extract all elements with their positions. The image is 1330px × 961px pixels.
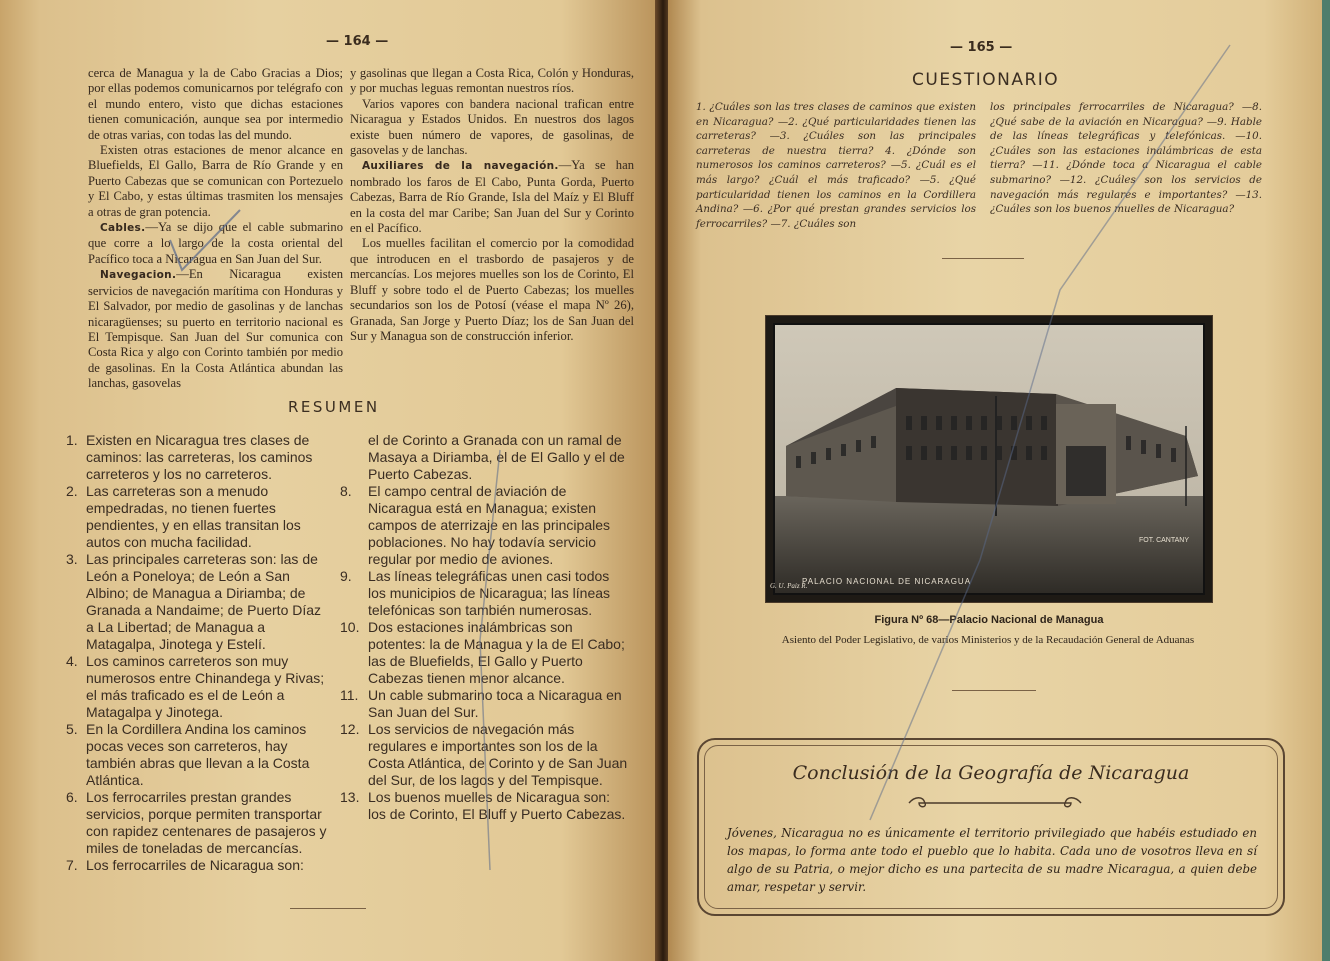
resumen-item: 4. Los caminos carreteros son muy numerosos entre Chinandega y Rivas; el más traficado es el de León a Matagalpa y Jinotega. <box>66 653 325 720</box>
paragraph: Navegacion.—En Nicaragua existen servicios de navegación marítima con Honduras y El Salvador, por medio de gasolinas y de lanchas nicaragüenses; su puerto en territorio nacional es El Tempisque. San Juan del Sur comunica con Costa Rica y algo con Corinto también por medio de gasolinas. En la Costa Atlántica abundan las lanchas, gasovelas <box>88 267 343 391</box>
conclusion-text: Jóvenes, Nicaragua no es únicamente el territorio privilegiado que habéis estudiado en los mapas, lo forma ante todo el pueblo que lo habita. Cada uno de vosotros lleva en sí algo de su Patria, o mejor dicho es una partecita de su madre Nicaragua, a quien debe amar, respetar y servir. <box>727 826 1257 894</box>
photo-credit: FOT. CANTANY <box>1138 537 1190 544</box>
questions-column-2: los principales ferrocarriles de Nicaragua? —8. ¿Qué sabe de la aviación en Nicaragua? —9. Hable de las líneas telegráficas y telefónicas. —10. ¿Cuáles son las estaciones inalámbricas de esta tierra? —11. ¿Dónde toca a Nicaragua el cable submarino? —12. ¿Cuáles son los servicios de navegación más regulares e importantes? —13. ¿Cuáles son los buenos muelles de Nicaragua? <box>990 101 1262 216</box>
right-page-number: — 165 — <box>950 40 1013 55</box>
left-page-number: — 164 — <box>326 34 389 49</box>
paragraph: y gasolinas que llegan a Costa Rica, Colón y Honduras, y por muchas leguas remontan nuestros ríos. <box>350 66 634 96</box>
resumen-heading: RESUMEN <box>288 398 380 416</box>
resumen-item: 7. Los ferrocarriles de Nicaragua son: <box>66 857 304 873</box>
left-text-column-1 <box>88 66 343 392</box>
figure-subcaption: Asiento del Poder Legislativo, de varios Ministerios y de la Recaudación General de Aduanas <box>781 634 1195 646</box>
paragraph: cerca de Managua y la de Cabo Gracias a Dios; por ellas podemos comunicarnos por telégrafo con el mundo entero, visto que dichas estaciones tienen comunicación, aunque sea por intermedio de otras varias, con todas las del mundo. <box>88 66 343 142</box>
resumen-column-2 <box>340 432 630 823</box>
paragraph: Auxiliares de la navegación.—Ya se han nombrado los faros de El Cabo, Punta Gorda, Puerto Cabezas, Barra de Río Grande, Isla del Maíz y El Bluff en la costa del mar Caribe; San Juan del Sur y Corinto en el Pacífico. <box>350 158 634 236</box>
paragraph: Los muelles facilitan el comercio por la comodidad que introducen en el trasbordo de pasajeros y de mercancías. Los mejores muelles son los de Corinto, El Bluff y sobre todo el de Puerto Cabezas; los muelles secundarios son los de Potosí (véase el mapa Nº 26), Granada, San Jorge y Puerto Díaz; los de San Juan del Sur y Managua son de construcción inferior. <box>350 236 634 343</box>
paragraph: Existen otras estaciones de menor alcance en Bluefields, El Gallo, Barra de Río Grande y en Puerto Cabezas que se comunican con Portezuelo y El Cabo, y estas últimas trasmiten los mensajes a otras de gran potencia. <box>88 143 343 219</box>
paragraph: Varios vapores con bandera nacional trafican entre Nicaragua y Estados Unidos. En nuestros dos lagos existe buen número de vapores, de gasolinas, de gasovelas y de lanchas. <box>350 96 634 158</box>
paragraph: Cables.—Ya se dijo que el cable submarino que corre a lo largo de la costa oriental del Pacífico toca a Nicaragua en San Juan del Sur. <box>88 220 343 266</box>
section-rule <box>952 690 1036 691</box>
section-rule <box>942 258 1024 259</box>
photo-signature: G. U. Paiz R. <box>770 582 808 590</box>
conclusion-box <box>697 738 1285 916</box>
resumen-item: 6. Los ferrocarriles prestan grandes servicios, porque permiten transportar con rapidez centenares de pasajeros y miles de toneladas de mercancías. <box>66 789 327 856</box>
questions-column-1: 1. ¿Cuáles son las tres clases de caminos que existen en Nicaragua? —2. ¿Qué particularidades tienen las carreteras? —3. ¿Cuáles son las principales carreteras de nuestra tierra? 4. ¿Dónde son numerosos los caminos carreteros? —5. ¿Cuál es el más largo? ¿Cuál el más traficado? —5. ¿Qué particularidad tienen los caminos en la Cordillera Andina? —6. ¿Por qué prestan grandes servicios los ferrocarriles? —7. ¿Cuáles son <box>696 101 976 230</box>
conclusion-title: Conclusión de la Geografía de Nicaragua <box>792 762 1190 784</box>
left-text-column-2 <box>350 66 634 344</box>
resumen-item: 2. Las carreteras son a menudo empedradas, no tienen fuertes pendientes, y en ellas transitan los autos con mucha facilidad. <box>66 483 301 550</box>
cover-edge <box>1322 0 1330 961</box>
resumen-item: 1. Existen en Nicaragua tres clases de caminos: las carreteras, los caminos carreteros y los no carreteros. <box>66 432 313 482</box>
photo-label: PALACIO NACIONAL DE NICARAGUA <box>802 577 972 586</box>
cuestionario-heading: CUESTIONARIO <box>912 70 1060 90</box>
resumen-item: 5. En la Cordillera Andina los caminos pocas veces son carreteros, hay también abras que llevan a la Costa Atlántica. <box>66 721 310 788</box>
resumen-item: 10. Dos estaciones inalámbricas son potentes: la de Managua y la de El Cabo; las de Bluefields, El Gallo y Puerto Cabezas tienen menor alcance. <box>340 619 625 686</box>
ornament-flourish-icon <box>905 796 1085 810</box>
resumen-item: el de Corinto a Granada con un ramal de Masaya a Diriamba, el de El Gallo y el de Puerto Cabezas. <box>368 432 625 482</box>
end-rule <box>290 908 366 909</box>
resumen-item: 13. Los buenos muelles de Nicaragua son: los de Corinto, El Bluff y Puerto Cabezas. <box>340 789 626 822</box>
left-page <box>0 0 660 961</box>
resumen-column-1 <box>66 432 332 874</box>
palacio-photo <box>765 315 1213 603</box>
resumen-item: 3. Las principales carreteras son: las de León a Poneloya; de León a San Albino; de Managua a Diriamba; de Granada a Nandaime; de Puerto Díaz a La Libertad; de Managua a Matagalpa, Jinotega y Estelí. <box>66 551 322 652</box>
resumen-item: 9. Las líneas telegráficas unen casi todos los municipios de Nicaragua; las líneas telefónicas son también numerosas. <box>340 568 611 618</box>
figure-caption: Figura Nº 68—Palacio Nacional de Managua <box>874 614 1104 626</box>
resumen-item: 8. El campo central de aviación de Nicaragua está en Managua; existen campos de aterrizaje en las principales poblaciones. No hay todavía servicio regular por medio de aviones. <box>340 483 611 567</box>
resumen-item: 11. Un cable submarino toca a Nicaragua en San Juan del Sur. <box>340 687 622 720</box>
resumen-item: 12. Los servicios de navegación más regulares e importantes son los de la Costa Atlántica, de Corinto y de San Juan del Sur, de los lagos y del Tempisque. <box>340 721 628 788</box>
